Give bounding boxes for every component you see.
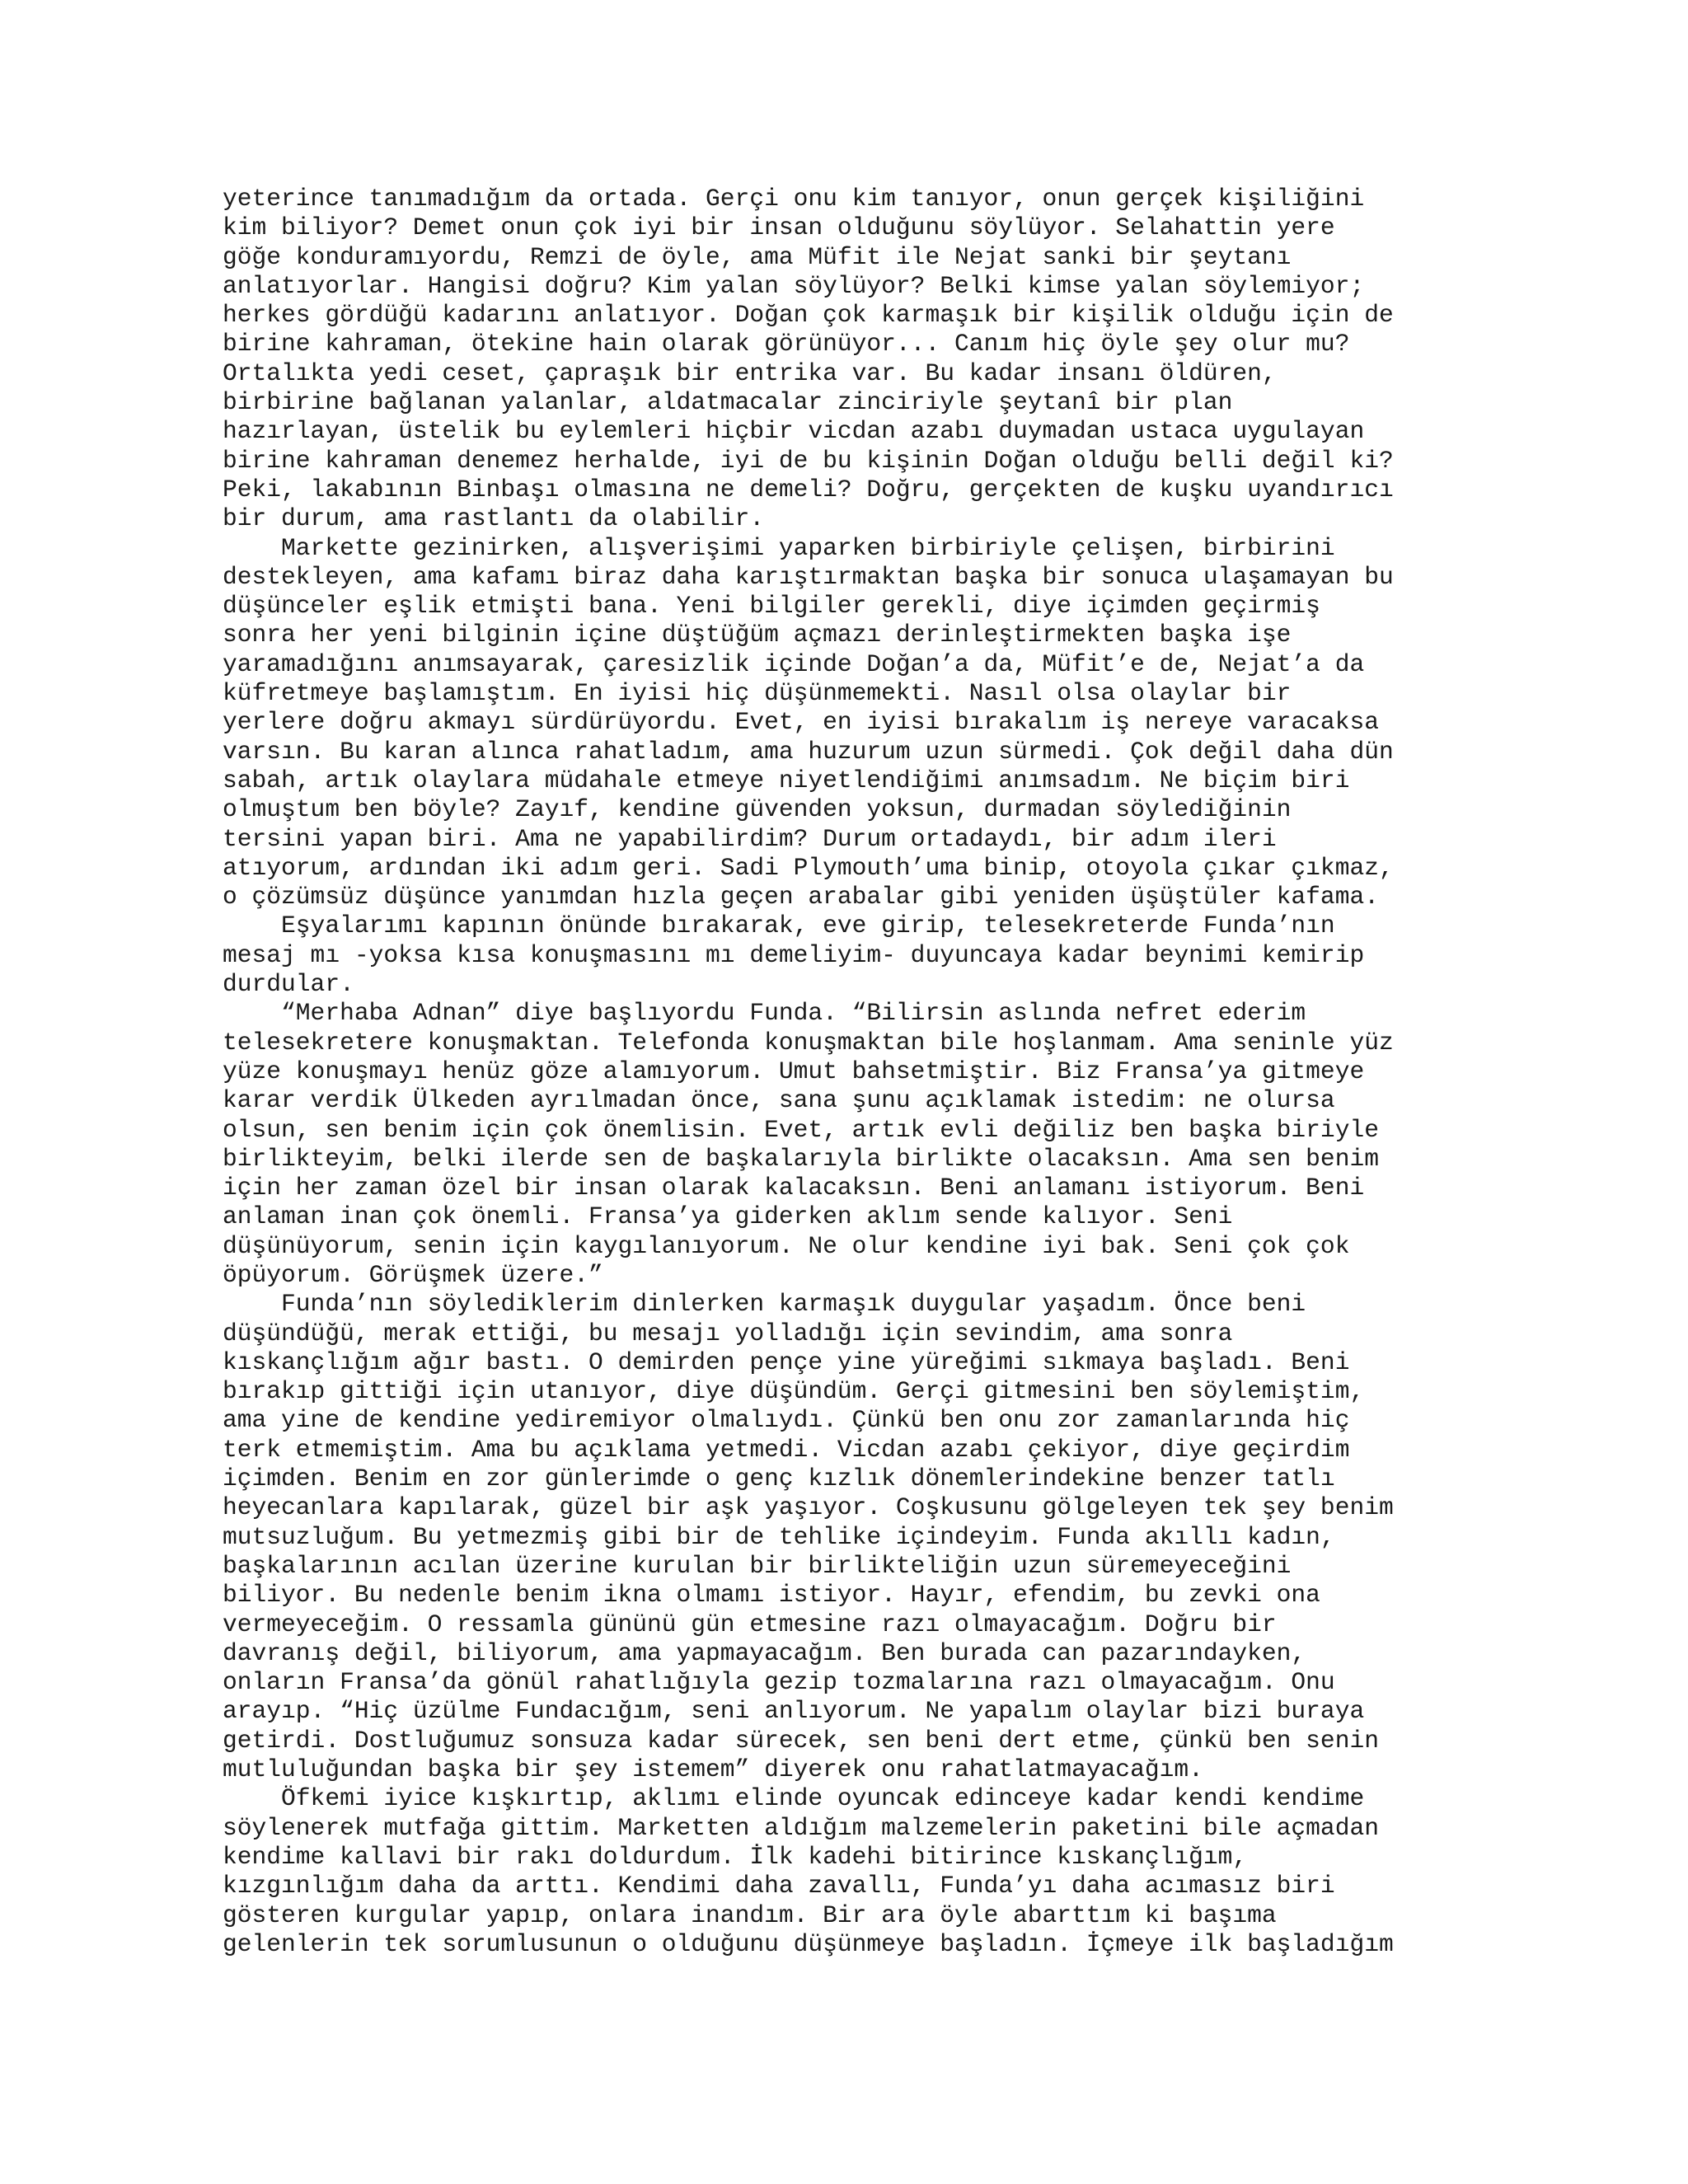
text-line: karar verdik Ülkeden ayrılmadan önce, sana şunu açıklamak istedim: ne olursa [223,1086,1335,1115]
text-line: söylenerek mutfağa gittim. Marketten aldığım malzemelerin paketini bile açmadan [223,1813,1379,1842]
text-line: birbirine bağlanan yalanlar, aldatmacalar zinciriyle şeytanî bir plan [223,388,1233,417]
text-line: yüze konuşmayı henüz göze alamıyorum. Umut bahsetmiştir. Biz Fransa’ya gitmeye [223,1057,1365,1085]
text-line: bırakıp gittiği için utanıyor, diye düşündüm. Gerçi gitmesini ben söylemiştim, [223,1377,1365,1406]
text-line: Markette gezinirken, alışverişimi yaparken birbiriyle çelişen, birbirini [223,533,1335,562]
text-line: mutluluğundan başka bir şey istemem” diyerek onu rahatlatmayacağım. [223,1755,1203,1784]
text-line: yeterince tanımadığım da ortada. Gerçi onu kim tanıyor, onun gerçek kişiliğini [223,185,1365,213]
text-line: Ortalıkta yedi ceset, çapraşık bir entrika var. Bu kadar insanı öldüren, [223,359,1277,387]
document-page [223,185,1475,1959]
text-line: anlaman inan çok önemli. Fransa’ya giderken aklım sende kalıyor. Seni [223,1202,1233,1231]
text-line: hazırlayan, üstelik bu eylemleri hiçbir vicdan azabı duymadan ustaca uygulayan [223,417,1365,446]
text-line: birine kahraman, ötekine hain olarak görünüyor... Canım hiç öyle şey olur mu? [223,330,1350,359]
text-line: kızgınlığım daha da arttı. Kendimi daha zavallı, Funda’yı daha acımasız biri [223,1872,1335,1900]
text-line: davranış değil, biliyorum, ama yapmayacağım. Ben burada can pazarındayken, [223,1638,1306,1667]
text-line: Eşyalarımı kapının önünde bırakarak, eve girip, telesekreterde Funda’nın [223,912,1335,940]
text-line: Öfkemi iyice kışkırtıp, aklımı elinde oyuncak edinceye kadar kendi kendime [223,1784,1365,1813]
text-line: kendime kallavi bir rakı doldurdum. İlk kadehi bitirince kıskançlığım, [223,1842,1248,1871]
text-line: sabah, artık olaylara müdahale etmeye niyetlendiğimi anımsadım. Ne biçim biri [223,766,1350,794]
text-line: yaramadığını anımsayarak, çaresizlik içinde Doğan’a da, Müfit’e de, Nejat’a da [223,649,1365,678]
text-line: arayıp. “Hiç üzülme Fundacığım, seni anlıyorum. Ne yapalım olaylar bizi buraya [223,1697,1365,1726]
text-line: Peki, lakabının Binbaşı olmasına ne demeli? Doğru, gerçekten de kuşku uyandırıcı [223,475,1394,504]
text-line: mutsuzluğum. Bu yetmezmiş gibi bir de tehlike içindeyim. Funda akıllı kadın, [223,1522,1335,1551]
text-line: Funda’nın söylediklerim dinlerken karmaşık duygular yaşadım. Önce beni [223,1290,1306,1319]
text-line: bir durum, ama rastlantı da olabilir. [223,504,765,533]
text-line: heyecanlara kapılarak, güzel bir aşk yaşıyor. Coşkusunu gölgeleyen tek şey benim [223,1493,1394,1522]
text-line: mesaj mı -yoksa kısa konuşmasını mı demeliyim- duyuncaya kadar beynimi kemirip [223,940,1365,969]
text-line: durdular. [223,970,354,999]
text-line: varsın. Bu karan alınca rahatladım, ama huzurum uzun sürmedi. Çok değil daha dün [223,737,1394,766]
text-line: vermeyeceğim. O ressamla gününü gün etmesine razı olmayacağım. Doğru bir [223,1610,1277,1638]
text-line: yerlere doğru akmayı sürdürüyordu. Evet, en iyisi bırakalım iş nereye varacaksa [223,708,1379,737]
text-line: telesekretere konuşmaktan. Telefonda konuşmaktan bile hoşlanmam. Ama seninle yüz [223,1028,1394,1057]
text-line: düşünceler eşlik etmişti bana. Yeni bilgiler gerekli, diye içimden geçirmiş [223,592,1320,621]
text-line: sonra her yeni bilginin içine düştüğüm açmazı derinleştirmekten başka işe [223,621,1292,649]
text-line: küfretmeye başlamıştım. En iyisi hiç düşünmemekti. Nasıl olsa olaylar bir [223,679,1292,708]
text-line: birine kahraman denemez herhalde, iyi de bu kişinin Doğan olduğu belli değil ki? [223,446,1394,475]
text-line: gelenlerin tek sorumlusunun o olduğunu düşünmeye başladın. İçmeye ilk başladığım [223,1929,1394,1958]
text-line: biliyor. Bu nedenle benim ikna olmamı istiyor. Hayır, efendim, bu zevki ona [223,1581,1320,1610]
text-line: getirdi. Dostluğumuz sonsuza kadar sürecek, sen beni dert etme, çünkü ben senin [223,1726,1379,1755]
text-line: ama yine de kendine yediremiyor olmalıydı. Çünkü ben onu zor zamanlarında hiç [223,1406,1350,1435]
text-line: düşündüğü, merak ettiği, bu mesajı yolladığı için sevindim, ama sonra [223,1319,1233,1347]
text-line: göğe konduramıyordu, Remzi de öyle, ama Müfit ile Nejat sanki bir şeytanı [223,242,1292,271]
text-line: gösteren kurgular yapıp, onlara inandım. Bir ara öyle abarttım ki başıma [223,1900,1277,1929]
text-line: o çözümsüz düşünce yanımdan hızla geçen arabalar gibi yeniden üşüştüler kafama. [223,883,1379,912]
text-line: atıyorum, ardından iki adım geri. Sadi Plymouth’uma binip, otoyola çıkar çıkmaz, [223,853,1394,882]
text-line: başkalarının acılan üzerine kurulan bir birlikteliğin uzun süremeyeceğini [223,1551,1292,1580]
text-line: destekleyen, ama kafamı biraz daha karıştırmaktan başka bir sonuca ulaşamayan bu [223,562,1394,591]
text-line: birlikteyim, belki ilerde sen de başkalarıyla birlikte olacaksın. Ama sen benim [223,1144,1379,1173]
text-line: terk etmemiştim. Ama bu açıklama yetmedi. Vicdan azabı çekiyor, diye geçirdim [223,1435,1350,1464]
text-line: düşünüyorum, senin için kaygılanıyorum. Ne olur kendine iyi bak. Seni çok çok [223,1231,1350,1260]
text-line: kıskançlığım ağır bastı. O demirden pençe yine yüreğimi sıkmaya başladı. Beni [223,1347,1350,1376]
text-line: için her zaman özel bir insan olarak kalacaksın. Beni anlamanı istiyorum. Beni [223,1174,1365,1202]
text-line: olmuştum ben böyle? Zayıf, kendine güvenden yoksun, durmadan söylediğinin [223,795,1292,824]
text-line: tersini yapan biri. Ama ne yapabilirdim? Durum ortadaydı, bir adım ileri [223,824,1277,853]
text-line: onların Fransa’da gönül rahatlığıyla gezip tozmalarına razı olmayacağım. Onu [223,1668,1335,1697]
text-line: olsun, sen benim için çok önemlisin. Evet, artık evli değiliz ben başka biriyle [223,1115,1379,1144]
text-line: anlatıyorlar. Hangisi doğru? Kim yalan söylüyor? Belki kimse yalan söylemiyor; [223,271,1365,300]
text-line: “Merhaba Adnan” diye başlıyordu Funda. “Bilirsin aslında nefret ederim [223,999,1306,1028]
text-line: öpüyorum. Görüşmek üzere.” [223,1260,603,1289]
text-line: kim biliyor? Demet onun çok iyi bir insan olduğunu söylüyor. Selahattin yere [223,213,1335,242]
text-line: içimden. Benim en zor günlerimde o genç kızlık dönemlerindekine benzer tatlı [223,1465,1335,1493]
text-line: herkes gördüğü kadarını anlatıyor. Doğan çok karmaşık bir kişilik olduğu için de [223,301,1394,330]
